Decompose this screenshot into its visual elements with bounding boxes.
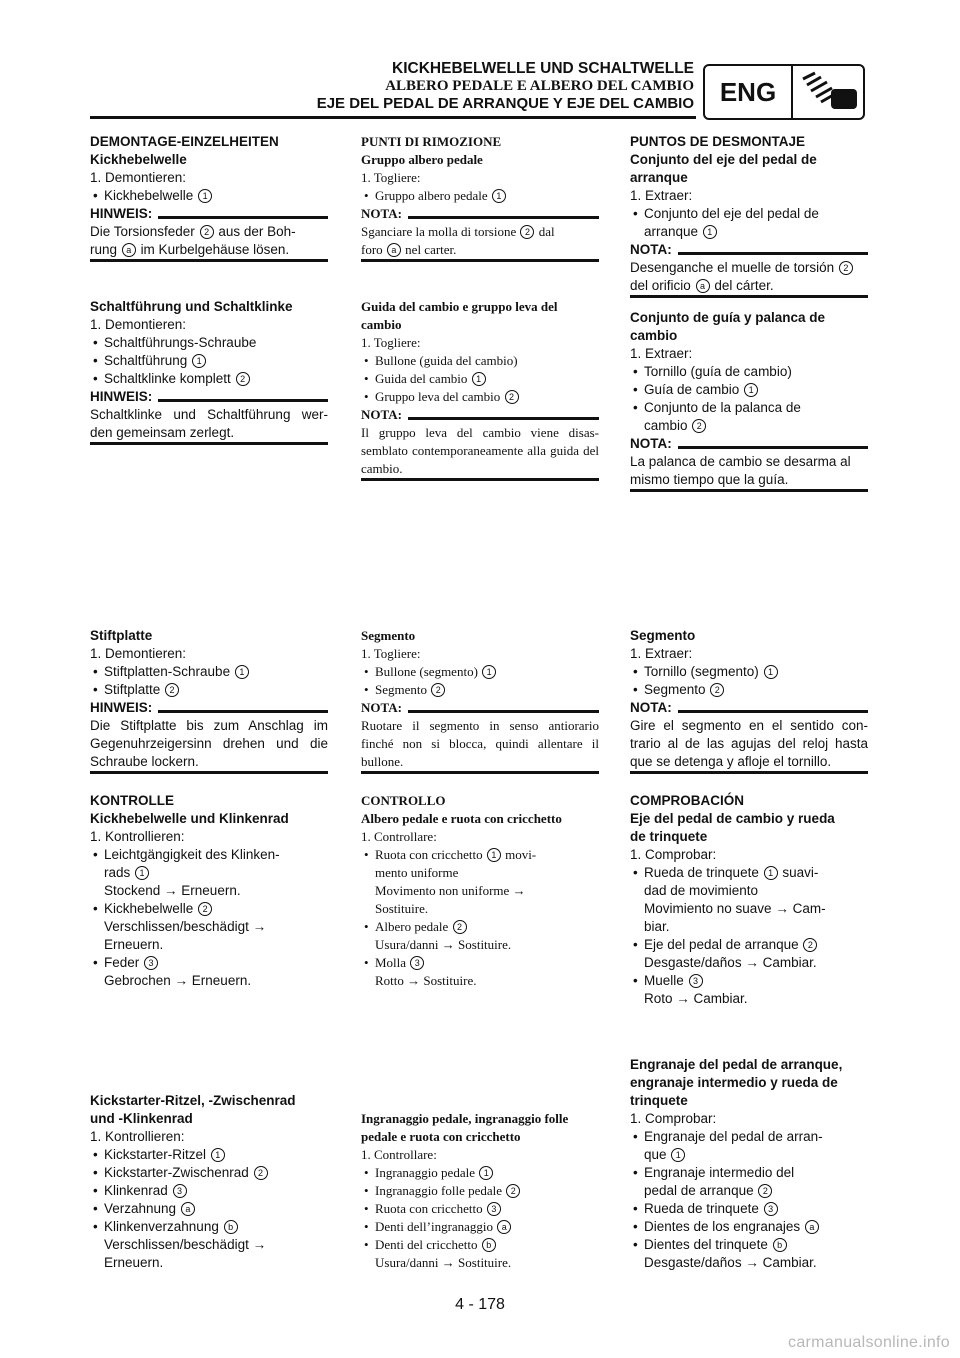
list-item: • Bullone (segmento) 1: [361, 663, 599, 681]
subsection-heading: cambio: [630, 328, 678, 343]
step-label: 1. Kontrollieren:: [90, 1129, 185, 1144]
note-header: HINWEIS:: [90, 699, 328, 717]
list-item: • Kickstarter-Zwischenrad 2: [90, 1164, 328, 1182]
note-header: NOTA:: [361, 406, 599, 424]
subsection-heading: pedale e ruota con cricchetto: [361, 1129, 521, 1144]
list-item: • Kickhebelwelle 1: [90, 187, 328, 205]
es-section-segmento: [630, 627, 868, 774]
de-section-demontage: [90, 133, 328, 262]
list-item: • Engranaje del pedal de arran- que 1: [630, 1128, 868, 1164]
list-item: • Klinkenrad 3: [90, 1182, 328, 1200]
list-item: • Stiftplatten-Schraube 1: [90, 663, 328, 681]
note-text: Die Torsionsfeder 2 aus der Boh- rung a im Kurbelgehäuse lösen.: [90, 224, 296, 257]
es-section-guia-palanca: [630, 309, 868, 492]
note-header: HINWEIS:: [90, 205, 328, 223]
subsection-heading: Gruppo albero pedale: [361, 152, 483, 167]
list-item: • Gruppo leva del cambio 2: [361, 388, 599, 406]
note-end-rule: [361, 259, 599, 262]
subsection-heading: engranaje intermedio y rueda de: [630, 1075, 838, 1090]
section-heading: CONTROLLO: [361, 793, 446, 808]
step-label: 1. Togliere:: [361, 646, 421, 661]
step-label: 1. Extraer:: [630, 646, 693, 661]
note-header: HINWEIS:: [90, 388, 328, 406]
section-heading: COMPROBACIÓN: [630, 793, 744, 808]
it-section-rimozione: [361, 133, 599, 262]
step-label: 1. Demontieren:: [90, 317, 187, 332]
list-item: • Engranaje intermedio del pedal de arranque 2: [630, 1164, 868, 1200]
list-item: • Stiftplatte 2: [90, 681, 328, 699]
subsection-heading: Conjunto del eje del pedal de: [630, 152, 817, 167]
page-number: 4 - 178: [455, 1296, 505, 1313]
step-label: 1. Extraer:: [630, 188, 693, 203]
note-header: NOTA:: [630, 241, 868, 259]
list-item: • Dientes de los engranajes a: [630, 1218, 868, 1236]
step-label: 1. Comprobar:: [630, 847, 717, 862]
section-heading: PUNTOS DE DESMONTAJE: [630, 134, 806, 149]
step-label: 1. Controllare:: [361, 1147, 437, 1162]
list-item: • Ruota con cricchetto 1 movi- mento uniforme Movimento non uniforme → Sostituire.: [361, 846, 599, 918]
section-heading: DEMONTAGE-EINZELHEITEN: [90, 134, 279, 149]
list-item: • Conjunto del eje del pedal de arranque 1: [630, 205, 868, 241]
section-heading: KONTROLLE: [90, 793, 174, 808]
note-end-rule: [361, 771, 599, 774]
list-item: • Denti del cricchetto b Usura/danni → Sostituire.: [361, 1236, 599, 1272]
subsection-heading: de trinquete: [630, 829, 708, 844]
subsection-heading: Guida del cambio e gruppo leva del cambio: [361, 299, 558, 332]
note-end-rule: [90, 259, 328, 262]
note-text: Ruotare il segmento in senso antiorario finché non si blocca, quindi allentare il bullone.: [361, 718, 599, 769]
subsection-heading: und -Klinkenrad: [90, 1111, 193, 1126]
note-text: Sganciare la molla di torsione 2 dal foro a nel carter.: [361, 224, 555, 257]
list-item: • Denti dell’ingranaggio a: [361, 1218, 599, 1236]
note-end-rule: [90, 771, 328, 774]
list-item: • Gruppo albero pedale 1: [361, 187, 599, 205]
watermark: carmanualsonline.info: [788, 1334, 950, 1351]
list-item: • Guía de cambio 1: [630, 381, 868, 399]
step-label: 1. Demontieren:: [90, 646, 187, 661]
note-end-rule: [361, 478, 599, 481]
de-section-kickstarter-ritzel: [90, 1092, 328, 1272]
note-end-rule: [90, 442, 328, 445]
list-item: • Feder 3 Gebrochen → Erneuern.: [90, 954, 328, 990]
list-item: • Segmento 2: [630, 681, 868, 699]
section-badge-label: ENG: [705, 66, 793, 118]
list-item: • Verzahnung a: [90, 1200, 328, 1218]
subsection-heading: Conjunto de guía y palanca de: [630, 310, 826, 325]
subsection-heading: arranque: [630, 170, 688, 185]
note-end-rule: [630, 771, 868, 774]
list-item: • Guida del cambio 1: [361, 370, 599, 388]
page-title-es: EJE DEL PEDAL DE ARRANQUE Y EJE DEL CAMBIO: [316, 95, 694, 112]
list-item: • Kickhebelwelle 2 Verschlissen/beschädigt → Erneuern.: [90, 900, 328, 954]
es-section-engranaje: [630, 1056, 868, 1272]
subsection-heading: Kickhebelwelle und Klinkenrad: [90, 811, 289, 826]
de-section-kontrolle: [90, 792, 328, 990]
list-item: • Segmento 2: [361, 681, 599, 699]
de-section-schaltfuehrung: [90, 298, 328, 445]
subsection-heading: Albero pedale e ruota con cricchetto: [361, 811, 562, 826]
subsection-heading: Schaltführung und Schaltklinke: [90, 299, 293, 314]
it-section-ingranaggio: [361, 1110, 599, 1272]
note-text: Die Stiftplatte bis zum Anschlag im Gegenuhrzeigersinn drehen und die Schraube lockern.: [90, 718, 328, 769]
note-text: Schaltklinke und Schaltführung wer- den gemeinsam zerlegt.: [90, 407, 328, 440]
list-item: • Schaltklinke komplett 2: [90, 370, 328, 388]
section-heading: PUNTI DI RIMOZIONE: [361, 134, 502, 149]
note-text: Desenganche el muelle de torsión 2 del orificio a del cárter.: [630, 259, 868, 295]
subsection-heading: Ingranaggio pedale, ingranaggio folle: [361, 1111, 569, 1126]
step-label: 1. Demontieren:: [90, 170, 187, 185]
step-label: 1. Kontrollieren:: [90, 829, 185, 844]
step-label: 1. Comprobar:: [630, 1111, 717, 1126]
list-item: • Tornillo (segmento) 1: [630, 663, 868, 681]
de-section-stiftplatte: [90, 627, 328, 774]
list-item: • Kickstarter-Ritzel 1: [90, 1146, 328, 1164]
note-text: Gire el segmento en el sentido con- trario al de las agujas del reloj hasta que se detenga y afloje el tornillo.: [630, 718, 868, 769]
subsection-heading: Kickhebelwelle: [90, 152, 187, 167]
list-item: • Rueda de trinquete 1 suavi- dad de movimiento Movimiento no suave → Cam- biar.: [630, 864, 868, 936]
list-item: • Ingranaggio folle pedale 2: [361, 1182, 599, 1200]
it-section-guida-cambio: [361, 298, 599, 481]
note-header: NOTA:: [630, 435, 868, 453]
subsection-heading: Eje del pedal de cambio y rueda: [630, 811, 835, 826]
note-text: Il gruppo leva del cambio viene disas- semblato contemporaneamente alla guida del cambio.: [361, 425, 599, 476]
note-header: NOTA:: [630, 699, 868, 717]
it-section-controllo: [361, 792, 599, 990]
note-end-rule: [630, 489, 868, 492]
step-label: 1. Togliere:: [361, 170, 421, 185]
subsection-heading: Stiftplatte: [90, 628, 153, 643]
note-end-rule: [630, 295, 868, 298]
list-item: • Klinkenverzahnung b Verschlissen/beschädigt → Erneuern.: [90, 1218, 328, 1272]
list-item: • Molla 3 Rotto → Sostituire.: [361, 954, 599, 990]
step-label: 1. Togliere:: [361, 335, 421, 350]
note-header: NOTA:: [361, 699, 599, 717]
header-rule: [90, 116, 696, 119]
step-label: 1. Extraer:: [630, 346, 693, 361]
list-item: • Leichtgängigkeit des Klinken- rads 1 Stockend → Erneuern.: [90, 846, 328, 900]
page-title-it: ALBERO PEDALE E ALBERO DEL CAMBIO: [385, 78, 694, 94]
list-item: • Ingranaggio pedale 1: [361, 1164, 599, 1182]
list-item: • Schaltführung 1: [90, 352, 328, 370]
list-item: • Conjunto de la palanca de cambio 2: [630, 399, 868, 435]
list-item: • Albero pedale 2 Usura/danni → Sostituire.: [361, 918, 599, 954]
subsection-heading: trinquete: [630, 1093, 688, 1108]
subsection-heading: Kickstarter-Ritzel, -Zwischenrad: [90, 1093, 296, 1108]
note-text: La palanca de cambio se desarma al mismo tiempo que la guía.: [630, 454, 851, 487]
page-title-de: KICKHEBELWELLE UND SCHALTWELLE: [392, 60, 694, 77]
section-badge: [703, 64, 865, 120]
list-item: • Bullone (guida del cambio): [361, 352, 599, 370]
callout-1: 1: [198, 189, 212, 203]
list-item: • Tornillo (guía de cambio): [630, 363, 868, 381]
es-section-comprobacion: [630, 792, 868, 1008]
engine-spring-icon: [793, 66, 863, 118]
es-section-desmontaje: [630, 133, 868, 298]
step-label: 1. Controllare:: [361, 829, 437, 844]
list-item: • Schaltführungs-Schraube: [90, 334, 328, 352]
list-item: • Muelle 3 Roto → Cambiar.: [630, 972, 868, 1008]
list-item: • Ruota con cricchetto 3: [361, 1200, 599, 1218]
list-item: • Rueda de trinquete 3: [630, 1200, 868, 1218]
list-item: • Dientes del trinquete b Desgaste/daños → Cambiar.: [630, 1236, 868, 1272]
it-section-segmento: [361, 627, 599, 774]
list-item: • Eje del pedal de arranque 2 Desgaste/daños → Cambiar.: [630, 936, 868, 972]
subsection-heading: Segmento: [630, 628, 696, 643]
note-header: NOTA:: [361, 205, 599, 223]
subsection-heading: Engranaje del pedal de arranque,: [630, 1057, 843, 1072]
subsection-heading: Segmento: [361, 628, 416, 643]
